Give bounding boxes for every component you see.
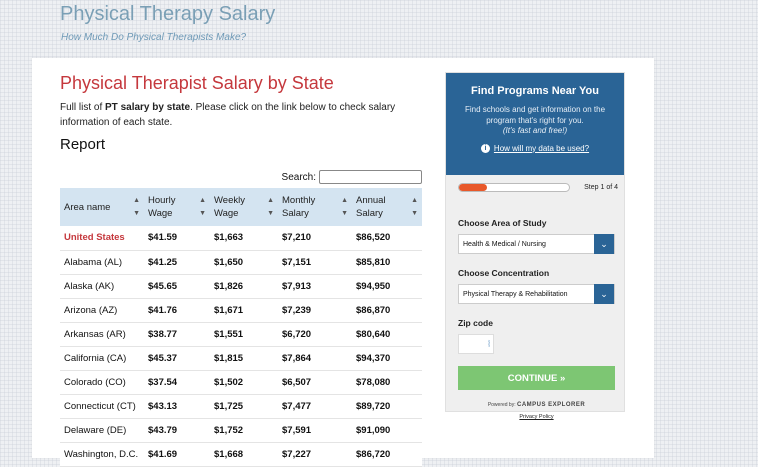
weekly-wage: $1,826 <box>210 274 278 298</box>
search-label: Search: <box>281 171 316 183</box>
state-link[interactable]: United States <box>60 226 144 250</box>
weekly-wage: $1,551 <box>210 322 278 346</box>
powered-by <box>458 402 615 408</box>
main-content <box>60 72 422 460</box>
monthly-salary: $7,477 <box>278 394 352 418</box>
continue-button[interactable]: CONTINUE » <box>458 366 615 390</box>
report-heading: Report <box>60 136 106 153</box>
column-header-label: Weekly Wage <box>214 195 245 219</box>
widget-description-text: Find schools and get information on the program that's right for you. <box>464 105 606 125</box>
intro-text <box>60 100 400 130</box>
annual-salary: $89,720 <box>352 394 422 418</box>
column-header-label: Hourly Wage <box>148 195 176 219</box>
hourly-wage: $41.76 <box>144 298 210 322</box>
annual-salary: $86,520 <box>352 226 422 250</box>
site-subtitle: How Much Do Physical Therapists Make? <box>61 32 247 43</box>
annual-salary: $91,090 <box>352 418 422 442</box>
state-link[interactable]: Alabama (AL) <box>60 250 144 274</box>
program-finder-widget <box>445 72 625 420</box>
autofill-icon: ⦚ <box>488 338 490 349</box>
widget-form <box>458 218 615 420</box>
annual-salary: $94,950 <box>352 274 422 298</box>
state-link[interactable]: Connecticut (CT) <box>60 394 144 418</box>
annual-salary: $86,720 <box>352 442 422 466</box>
monthly-salary: $7,239 <box>278 298 352 322</box>
info-icon: i <box>481 144 490 153</box>
powered-by-label: Powered by: <box>487 402 516 408</box>
concentration-select[interactable] <box>458 284 615 304</box>
search-input[interactable] <box>319 170 422 184</box>
monthly-salary: $7,913 <box>278 274 352 298</box>
weekly-wage: $1,663 <box>210 226 278 250</box>
sort-arrows-icon: ▲ ▼ <box>199 197 206 217</box>
annual-salary: $94,370 <box>352 346 422 370</box>
table-row <box>60 226 422 250</box>
state-link[interactable]: Colorado (CO) <box>60 370 144 394</box>
data-usage-link[interactable]: How will my data be used? <box>493 143 590 153</box>
intro-bold: PT salary by state <box>105 102 191 113</box>
hourly-wage: $43.13 <box>144 394 210 418</box>
page-title: Physical Therapist Salary by State <box>60 73 334 93</box>
hourly-wage: $41.69 <box>144 442 210 466</box>
zip-code-input[interactable] <box>458 334 494 354</box>
sort-arrows-icon: ▲ ▼ <box>133 197 140 217</box>
hourly-wage: $37.54 <box>144 370 210 394</box>
monthly-salary: $6,720 <box>278 322 352 346</box>
sort-arrows-icon: ▲ ▼ <box>411 197 418 217</box>
annual-salary: $80,640 <box>352 322 422 346</box>
monthly-salary: $7,210 <box>278 226 352 250</box>
table-row <box>60 394 422 418</box>
monthly-salary: $6,507 <box>278 370 352 394</box>
salary-table <box>60 188 422 467</box>
campus-explorer-logo: CAMPUS EXPLORER <box>517 402 586 408</box>
column-header-label: Area name <box>64 201 111 213</box>
concentration-label: Choose Concentration <box>458 268 550 278</box>
table-row <box>60 346 422 370</box>
weekly-wage: $1,668 <box>210 442 278 466</box>
progress-row <box>458 183 618 192</box>
weekly-wage: $1,725 <box>210 394 278 418</box>
column-header-area[interactable] <box>60 188 144 226</box>
privacy-policy-link[interactable]: Privacy Policy <box>519 414 554 420</box>
widget-description <box>456 105 614 137</box>
hourly-wage: $41.25 <box>144 250 210 274</box>
hourly-wage: $45.65 <box>144 274 210 298</box>
hourly-wage: $41.59 <box>144 226 210 250</box>
table-header-row <box>60 188 422 226</box>
chevron-down-icon: ⌄ <box>594 284 614 304</box>
state-link[interactable]: Delaware (DE) <box>60 418 144 442</box>
area-of-study-label: Choose Area of Study <box>458 218 547 228</box>
intro-before: Full list of <box>60 102 106 113</box>
weekly-wage: $1,815 <box>210 346 278 370</box>
monthly-salary: $7,151 <box>278 250 352 274</box>
column-header-weekly[interactable] <box>210 188 278 226</box>
state-link[interactable]: Arkansas (AR) <box>60 322 144 346</box>
column-header-label: Monthly Salary <box>282 195 316 219</box>
search-row <box>60 170 422 184</box>
site-title: Physical Therapy Salary <box>60 3 276 25</box>
area-of-study-value: Health & Medical / Nursing <box>463 240 546 248</box>
progress-fill <box>459 184 487 191</box>
widget-fast-free: (It's fast and free!) <box>502 126 568 135</box>
concentration-value: Physical Therapy & Rehabilitation <box>463 290 568 298</box>
column-header-hourly[interactable] <box>144 188 210 226</box>
state-link[interactable]: Alaska (AK) <box>60 274 144 298</box>
sort-arrows-icon: ▲ ▼ <box>341 197 348 217</box>
table-row <box>60 250 422 274</box>
annual-salary: $85,810 <box>352 250 422 274</box>
zip-code-label: Zip code <box>458 318 493 328</box>
column-header-label: Annual Salary <box>356 195 386 219</box>
intro-after: . Please click on the link below to check salary information of each state. <box>60 102 396 128</box>
table-row <box>60 274 422 298</box>
annual-salary: $78,080 <box>352 370 422 394</box>
weekly-wage: $1,752 <box>210 418 278 442</box>
table-row <box>60 322 422 346</box>
annual-salary: $86,870 <box>352 298 422 322</box>
column-header-monthly[interactable] <box>278 188 352 226</box>
hourly-wage: $38.77 <box>144 322 210 346</box>
weekly-wage: $1,502 <box>210 370 278 394</box>
state-link[interactable]: Washington, D.C. <box>60 442 144 466</box>
chevron-down-icon: ⌄ <box>594 234 614 254</box>
data-usage-link-row <box>456 144 614 153</box>
hourly-wage: $45.37 <box>144 346 210 370</box>
state-link[interactable]: Arizona (AZ) <box>60 298 144 322</box>
table-row <box>60 370 422 394</box>
state-link[interactable]: California (CA) <box>60 346 144 370</box>
progress-bar <box>458 183 570 192</box>
hourly-wage: $43.79 <box>144 418 210 442</box>
monthly-salary: $7,864 <box>278 346 352 370</box>
widget-header <box>446 73 624 175</box>
table-row <box>60 298 422 322</box>
step-label: Step 1 of 4 <box>584 184 618 191</box>
monthly-salary: $7,227 <box>278 442 352 466</box>
weekly-wage: $1,650 <box>210 250 278 274</box>
content-card <box>32 58 654 458</box>
weekly-wage: $1,671 <box>210 298 278 322</box>
area-of-study-select[interactable] <box>458 234 615 254</box>
monthly-salary: $7,591 <box>278 418 352 442</box>
table-row <box>60 442 422 466</box>
widget-title: Find Programs Near You <box>471 85 599 97</box>
column-header-annual[interactable] <box>352 188 422 226</box>
sort-arrows-icon: ▲ ▼ <box>267 197 274 217</box>
table-row <box>60 418 422 442</box>
